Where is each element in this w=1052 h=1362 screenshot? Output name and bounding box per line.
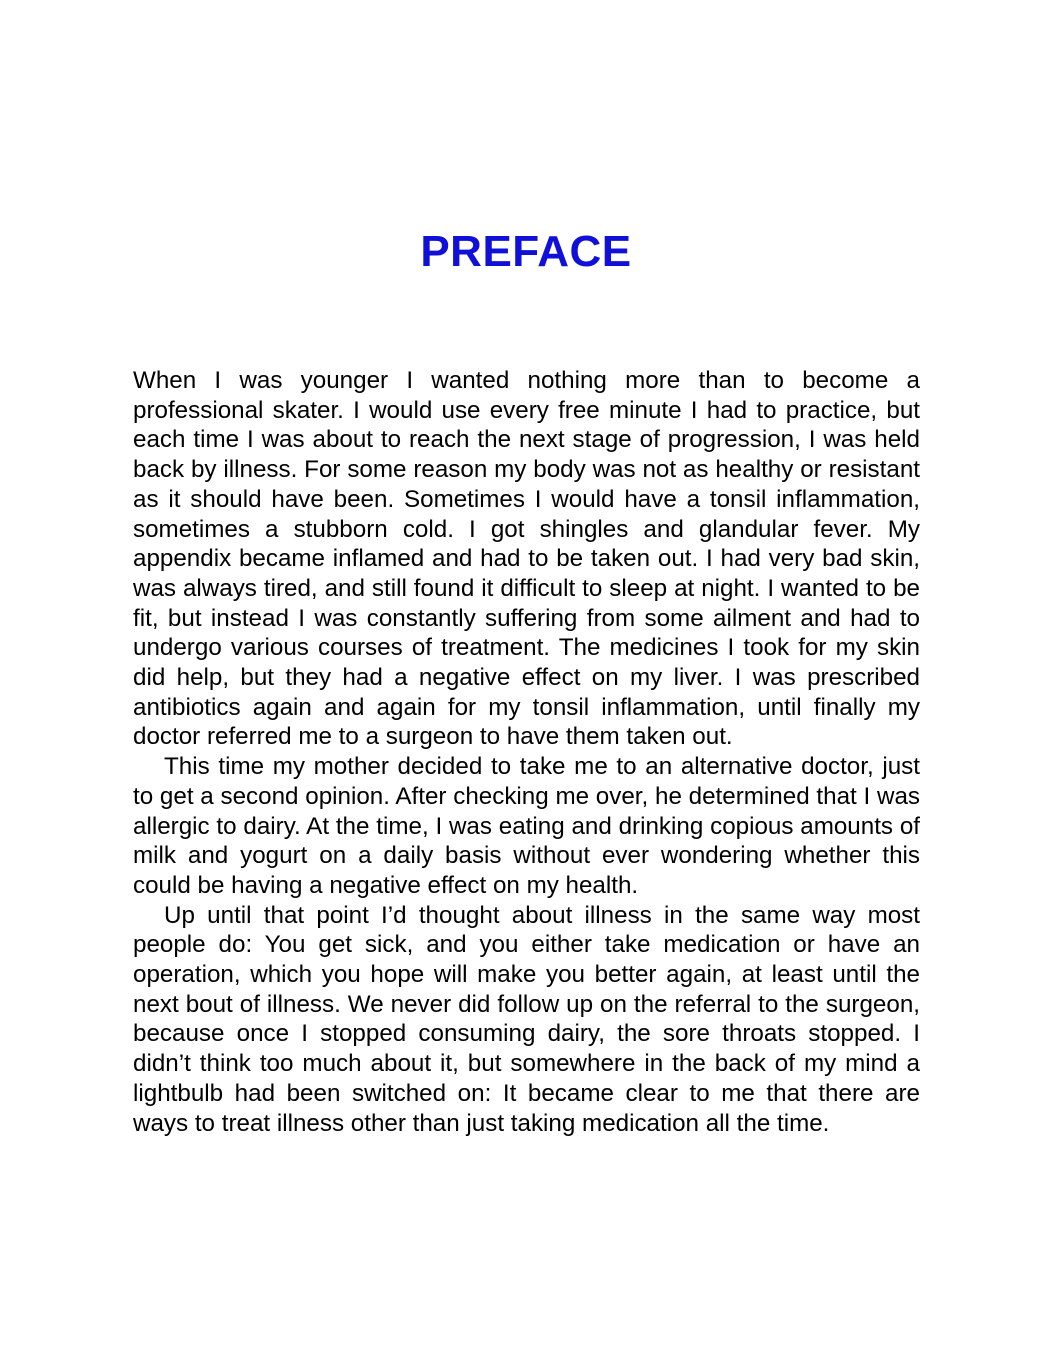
paragraph-3: Up until that point I’d thought about illness in the same way most people do: You get sick, and you either take medication or have an operation, which you hope will make you better again, at least until the next bout of illness. We never did follow up on the referral to the surgeon, because once I stopped consuming dairy, the sore throats stopped. I didn’t think too much about it, but somewhere in the back of my mind a lightbulb had been switched on: It became clear to me that there are ways to treat illness other than just taking medication all the time. bbox=[133, 901, 920, 1137]
paragraph-1: When I was younger I wanted nothing more than to become a professional skater. I would use every free minute I had to practice, but each time I was about to reach the next stage of progression, I was held back by illness. For some reason my body was not as healthy or resistant as it should have been. Sometimes I would have a tonsil inflammation, sometimes a stubborn cold. I got shingles and glandular fever. My appendix became inflamed and had to be taken out. I had very bad skin, was always tired, and still found it difficult to sleep at night. I wanted to be fit, but instead I was constantly suffering from some ailment and had to undergo various courses of treatment. The medicines I took for my skin did help, but they had a negative effect on my liver. I was prescribed antibiotics again and again for my tonsil inflammation, until finally my doctor referred me to a surgeon to have them taken out. bbox=[133, 367, 920, 751]
page-title: PREFACE bbox=[420, 227, 632, 276]
paragraph-2: This time my mother decided to take me to an alternative doctor, just to get a second opinion. After checking me over, he determined that I was allergic to dairy. At the time, I was eating and drinking copious amounts of milk and yogurt on a daily basis without ever wondering whether this could be having a negative effect on my health. bbox=[133, 753, 920, 899]
body-text bbox=[133, 366, 920, 1138]
